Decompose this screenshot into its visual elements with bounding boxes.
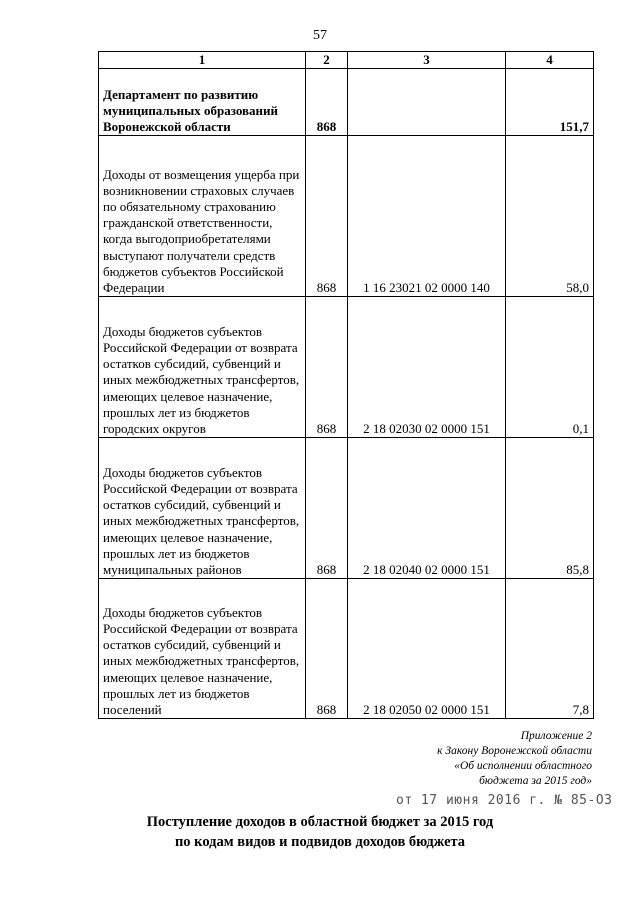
row-admin-code: 868 [306,297,348,438]
appendix-note [437,729,592,789]
table-row [99,579,594,719]
title-line: по кодам видов и подвидов доходов бюджета [174,834,466,850]
table-row [99,136,594,297]
row-amount: 0,1 [506,297,594,438]
row-amount: 7,8 [506,579,594,719]
table-row [99,438,594,579]
row-description: Доходы бюджетов субъектов Российской Федерации от возврата остатков субсидий, субвенций и иных межбюджетных трансфертов, имеющих целевое назначение, прошлых лет из бюджетов городских округов [99,297,306,438]
row-kbk-code: 1 16 23021 02 0000 140 [348,136,506,297]
row-description: Доходы бюджетов субъектов Российской Федерации от возврата остатков субсидий, субвенций и иных межбюджетных трансфертов, имеющих целевое назначение, прошлых лет из бюджетов муниципальных районов [99,438,306,579]
row-kbk-code: 2 18 02050 02 0000 151 [348,579,506,719]
appendix-line: «Об исполнении областного [454,760,592,772]
row-kbk-code: 2 18 02030 02 0000 151 [348,297,506,438]
row-amount: 58,0 [506,136,594,297]
row-admin-code: 868 [306,136,348,297]
row-kbk-code: 2 18 02040 02 0000 151 [348,438,506,579]
row-kbk-code [348,69,506,136]
revenue-table [98,51,594,719]
row-amount: 151,7 [506,69,594,136]
appendix-line: к Закону Воронежской области [437,745,592,757]
appendix-line: Приложение 2 [520,730,592,742]
row-description: Доходы бюджетов субъектов Российской Федерации от возврата остатков субсидий, субвенций и иных межбюджетных трансфертов, имеющих целевое назначение, прошлых лет из бюджетов поселений [99,579,306,719]
column-header-1: 1 [99,52,306,69]
row-admin-code: 868 [306,438,348,579]
page-number: 57 [313,28,327,43]
appendix-line: бюджета за 2015 год» [479,775,592,787]
table-header-row [99,52,594,69]
row-description: Департамент по развитию муниципальных образований Воронежской области [99,69,306,136]
table-row [99,297,594,438]
row-admin-code: 868 [306,69,348,136]
row-description: Доходы от возмещения ущерба при возникновении страховых случаев по обязательному страхованию гражданской ответственности, когда выгодоприобретателями выступают получатели средств бюджетов субъектов Российской Федерации [99,136,306,297]
column-header-2: 2 [306,52,348,69]
column-header-3: 3 [348,52,506,69]
row-admin-code: 868 [306,579,348,719]
column-header-4: 4 [506,52,594,69]
table-row [99,69,594,136]
row-amount: 85,8 [506,438,594,579]
document-title [0,812,640,852]
law-date-stamp: от 17 июня 2016 г. № 85-ОЗ [396,793,613,808]
title-line: Поступление доходов в областной бюджет за 2015 год [146,814,494,830]
